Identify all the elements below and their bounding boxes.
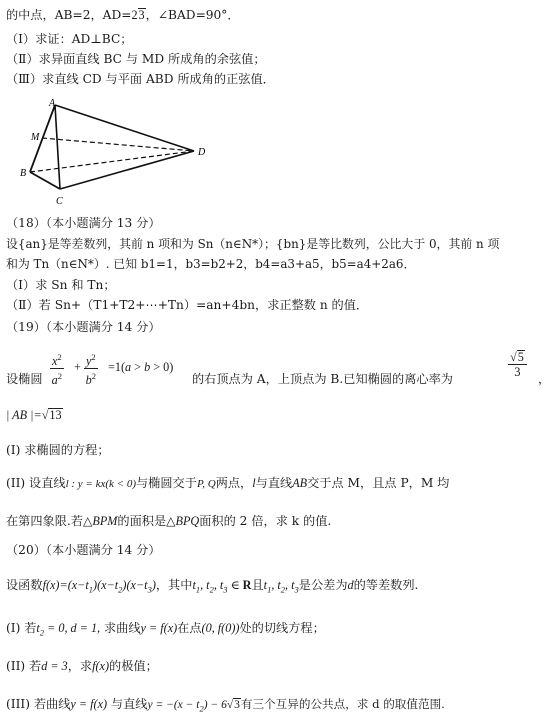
label-d: D bbox=[198, 147, 206, 158]
line-l: l bbox=[252, 476, 256, 490]
t-sequence: $t_1$, $t_2$, $t_3$ bbox=[263, 578, 299, 595]
tetrahedron-figure bbox=[20, 98, 220, 210]
edge-cd bbox=[60, 151, 194, 189]
ad-value: 23 bbox=[131, 8, 145, 22]
p20-question-3: (III) 若曲线y = f(x) 与直线$y = -(x - t_2) - 6√3$有三个互异的公共点，求 d 的取值范围. bbox=[6, 697, 445, 714]
ad-sqrt: 3 bbox=[138, 8, 145, 22]
points-pq: P, Q bbox=[196, 478, 216, 490]
p18-question-2: （Ⅱ）若 Sn+（T1+T2+⋯+Tn）=an+4bn，求正整数 n 的值． bbox=[6, 298, 369, 312]
p17-condition-line bbox=[6, 8, 240, 23]
line-l-equation: l : y = kx(k < 0) bbox=[65, 478, 136, 490]
edge-ac bbox=[55, 105, 60, 189]
label-c: C bbox=[56, 196, 63, 207]
x2-over-a2: $\frac{x^2}{a^2}$ bbox=[51, 352, 62, 388]
triangle-bpm: △BPM bbox=[83, 514, 118, 528]
p19-heading: （19）（本小题满分 14 分） bbox=[6, 320, 161, 334]
f-of-x: f(x) bbox=[92, 659, 110, 673]
p20-definition-line: 设函数$f(x)=(x-t_1)(x-t_2)(x-t_3)$，其中$t_1$, $t_2$, $t_3$ ∈ R且$t_1$, $t_2$, $t_3$是公差为d的等差数列. bbox=[6, 578, 419, 595]
p17-angle-text: ，∠BAD=90°． bbox=[145, 8, 240, 22]
y2-over-b2: $\frac{y^2}{b^2}$ bbox=[85, 352, 96, 388]
edge-md-dashed bbox=[42, 138, 194, 151]
line-equation: $y = -(x - t_2) - 6√3$ bbox=[147, 699, 240, 714]
p20-question-1: (I) 若$t_2 = 0$, d = 1, 求曲线y = f(x)在点(0, f(0))处的切线方程； bbox=[6, 621, 325, 638]
p17-question-3: （Ⅲ）求直线 CD 与平面 ABD 所成角的正弦值． bbox=[6, 72, 275, 86]
t-in-reals: $t_1$, $t_2$, $t_3$ ∈ R bbox=[192, 578, 252, 595]
p20-question-2: (II) 若d = 3，求f(x)的极值； bbox=[6, 659, 158, 673]
label-m: M bbox=[31, 132, 40, 143]
d-symbol: d bbox=[347, 578, 354, 592]
edge-bd-dashed bbox=[30, 151, 194, 172]
p18-heading: （18）（本小题满分 13 分） bbox=[6, 216, 161, 230]
p19-pre-text: 设椭圆 bbox=[6, 372, 43, 386]
p19-question-2-line-2: 在第四象限.若△BPM的面积是△BPQ面积的 2 倍，求 k 的值. bbox=[6, 514, 332, 528]
p18-line-2: 和为 Tn（n∈N*）. 已知 b1=1，b3=b2+2，b4=a3+a5，b5=a4+2a6． bbox=[6, 257, 416, 271]
p18-question-1: （Ⅰ）求 Sn 和 Tn； bbox=[6, 278, 116, 292]
p17-question-2: （Ⅱ）求异面直线 BC 与 MD 所成角的余弦值； bbox=[6, 52, 266, 66]
d-equals-3: d = 3 bbox=[41, 659, 68, 673]
p17-head-text: 的中点，AB=2，AD= bbox=[6, 8, 132, 22]
f-definition: $f(x)=(x-t_1)(x-t_2)(x-t_3)$ bbox=[42, 578, 156, 595]
line-ab: AB bbox=[292, 476, 308, 490]
triangle-bpq: △BPQ bbox=[166, 514, 200, 528]
p17-question-1: （Ⅰ）求证：AD⊥BC； bbox=[6, 32, 133, 46]
p18-line-1: 设{an}是等差数列，其前 n 项和为 Sn（n∈N*）；{bn}是等比数列，公比大于 0，其前 n 项 bbox=[6, 237, 500, 251]
point-0-f0: (0, f(0)) bbox=[201, 621, 240, 635]
edge-ad bbox=[55, 105, 194, 151]
edge-bc bbox=[30, 172, 60, 189]
curve-y-fx-2: y = f(x) bbox=[70, 697, 108, 711]
p19-mid-text: 的右顶点为 A，上顶点为 B.已知椭圆的离心率为 bbox=[192, 372, 453, 386]
p19-question-1: (I) 求椭圆的方程； bbox=[6, 443, 110, 457]
p20-heading: （20）（本小题满分 14 分） bbox=[6, 543, 161, 557]
t2-d-condition: $t_2 = 0$, d = 1, bbox=[36, 621, 101, 638]
p19-question-2-line-1: (II) 设直线l : y = kx(k < 0)与椭圆交于P, Q两点，l与直线AB交于点 M，且点 P，M 均 bbox=[6, 476, 450, 490]
curve-y-fx: y = f(x) bbox=[140, 621, 178, 635]
eccentricity-value: $\frac{√5}{3}$ bbox=[508, 350, 527, 379]
label-a: A bbox=[49, 98, 56, 109]
label-b: B bbox=[20, 168, 27, 179]
ab-length: | AB |=√13 bbox=[6, 408, 62, 422]
